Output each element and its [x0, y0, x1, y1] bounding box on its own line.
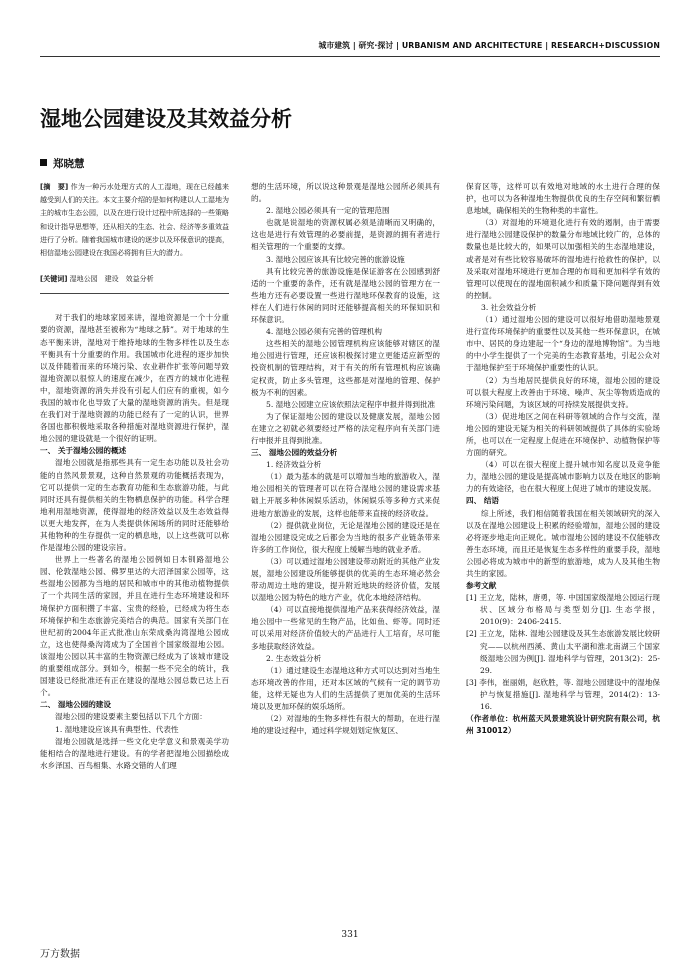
- paragraph: 也就是说湿地的资源权属必须是清晰而又明确的，这也是进行有效管理的必要前提，是资源的拥有者进行相关管理的一个重要的支撑。: [251, 218, 440, 252]
- paragraph: （1）最为基本的就是可以增加当地的旅游收入，湿地公园相关的管理者可以在符合湿地公园的建设需求基础上开展多种休闲娱乐活动，休闲娱乐等多种方式来促进地方旅游业的发展，这样也能带来直接的经济收益。: [251, 472, 440, 518]
- paragraph: 3. 社会效益分析: [481, 302, 537, 312]
- abstract-separator: [40, 293, 229, 294]
- paragraph: 湿地公园就是指那些具有一定生态功能以及社会功能的自然风景景观，这种自然景观的功能概括表现为，它可以提供一定的生态教育功能和生态旅游功能，与此同时还具有提供相关的生物栖息保护的功能。科学合理地利用湿地资源，使得湿地的经济效益以及生态效益得以更大地发挥，在为人类提供休闲场所的同时还能够给其他物种的生存提供一定的栖息地，以上这些就可以称作是湿地公园的建设宗旨。: [40, 458, 229, 553]
- section-heading: 参考文献: [466, 581, 497, 591]
- paragraph: 世界上一些著名的湿地公园例如日本钏路湿地公园、伦敦湿地公园、佛罗里达的大沼泽国家公园等，这些湿地公园都为当地的居民和城市中的其他动植物提供了一个共同生活的家园，并且在进行生态环境建设和环境保护方面积攒了丰富、宝贵的经验，已经成为将生态环境保护和生态旅游完美结合的典范。国家有关部门在世纪初的2004年正式批准山东荣成桑沟湾湿地公园成立，这也使得桑沟湾成为了全国首个国家级湿地公园。该湿地公园以其丰富的生物资源已经成为了该城市建设的重要组成部分。到如今，根据一些不完全的统计，我国建设已经批准还有正在建设的湿地公园总数已达上百个。: [40, 555, 229, 698]
- paragraph: 3. 湿地公园应该具有比较完善的旅游设施: [266, 254, 405, 264]
- paragraph: 湿地公园就是选择一些文化史学意义和景观美学功能相结合的湿地进行建设。有的学者把湿地公园描绘成水乡泽国、百鸟相集、水路交错的人们理: [40, 736, 229, 770]
- paragraph: （3）对湿地的环境退化进行有效的遏制，由于需要进行湿地公园建设保护的数量分布地域比较广的，总体的数量也是比较大的，如果可以加强相关的生态湿地建设，或者是对有些比较容易破坏的湿地进行抢救性的保护，以及采取对湿地环境进行更加合理的布局和更加科学有效的管理可以使现在的湿地面积减少和质量下降问题得到有效的控制。: [466, 218, 660, 300]
- paragraph: （2）提供就业岗位，无论是湿地公园的建设还是在湿地公园建设完成之后都会为当地的很多产业链条带来许多的工作岗位，很大程度上缓解当地的就业矛盾。: [251, 520, 440, 554]
- section-heading: 二、 湿地公园的建设: [40, 700, 111, 710]
- author-name: 郑晓慧: [53, 158, 85, 170]
- keywords: [40, 273, 229, 285]
- paragraph: 为了保证湿地公园的建设以及健康发展，湿地公园在建立之初就必须要经过严格的法定程序向有关部门进行申报并且得到批准。: [251, 411, 440, 445]
- paragraph: 湿地公园的建设要素主要包括以下几个方面：: [55, 712, 207, 722]
- paragraph: 这些相关的湿地公园管理机构应该能够对辖区的湿地公园进行管理，还应该积极探讨建立更能适应新型的投资机制的管理结构，对于有关的所有管理机构应该确定权责，防止多头管理，这些都是对湿地的管理、保护极为不利的因素。: [251, 339, 440, 397]
- paragraph: （3）促进地区之间在科研等领域的合作与交流，湿地公园的建设无疑为相关的科研领域提供了具体的实验场所，也可以在一定程度上促进在环境保护、动植物保护等方面的研究。: [466, 411, 660, 458]
- paragraph: 2. 湿地公园必须具有一定的管理范围: [266, 206, 390, 216]
- paragraph: 2. 生态效益分析: [266, 653, 322, 663]
- abstract-text: 作为一种污水处理方式的人工湿地，现在已经越来越受到人们的关注。本文主要介绍的是如何构建以人工湿地为主的城市生态公园，以及在进行设计过程中所选择的一些策略和设计指导思想等，还从相关的生态、社会、经济等多重效益进行了分析。随着我国城市建设的逐步以及环保意识的提高，相信湿地公园建设在我国必将拥有巨大的潜力。: [40, 183, 229, 258]
- running-header: 城市建筑 | 研究·探讨 | URBANISM AND ARCHITECTURE | RESEARCH+DISCUSSION: [318, 41, 660, 50]
- article-title: 湿地公园建设及其效益分析: [40, 107, 292, 131]
- paragraph-continued: 想的生活环境，所以说这种景观是湿地公园所必须具有的。: [251, 182, 440, 204]
- keywords-label: [关键词]: [40, 275, 68, 284]
- section-heading: 一、 关于湿地公园的概述: [40, 446, 127, 456]
- reference-item: [1] 王立龙，陆林，唐勇，等. 中国国家级湿地公园运行现状、区域分布格局与类型划分[J]. 生态学报，2010(9)：2406-2415.: [466, 593, 660, 627]
- section-heading: 四、 结语: [466, 496, 500, 506]
- header-rule: [40, 56, 660, 57]
- paragraph: 具有比较完善的旅游设施是保证游客在公园感到舒适的一个重要的条件，还有就是湿地公园的管理方在一些地方还有必要设置一些进行湿地环保教育的设施，这样在人们进行休闲的同时还能够提高相关的环保知识和环保意识。: [251, 266, 440, 325]
- paragraph: （3）可以通过湿地公园建设带动附近的其他产业发展，湿地公园建设所能够提供的优美的生态环境必然会带动周边土地的建设，提升附近地块的经济价值，发展以湿地公园为特色的地方产业，优化本地经济结构。: [251, 556, 440, 603]
- section-heading: 三、 湿地公园的效益分析: [251, 448, 338, 458]
- paragraph: （4）可以直接地提供湿地产品来获得经济效益，湿地公园中一些常见的生物产品，比如鱼、虾等。同时还可以采用对经济价值较大的产品进行人工培育，尽可能多地获取经济效益。: [251, 605, 440, 651]
- paragraph: （2）对湿地的生物多样性有很大的帮助，在进行湿地的建设过程中，通过科学规划划定恢复区、: [251, 714, 440, 736]
- footer-watermark: 万方数据: [40, 949, 80, 960]
- reference-item: [3] 李伟，崔丽娟，赵欣胜，等. 湿地公园建设中的湿地保护与恢复措施[J]. 湿地科学与管理，2014(2)：13-16.: [466, 677, 660, 712]
- paragraph: 1. 湿地建设应该具有典型性、代表性: [55, 724, 179, 734]
- abstract-label: [摘 要]: [40, 183, 69, 191]
- paragraph: （2）为当地居民提供良好的环境，湿地公园的建设可以很大程度上改善由于环境、噪声、灰尘等物质造成的环境污染问题，为该区域的可持续发展提供支持。: [466, 375, 660, 409]
- abstract: [40, 181, 229, 260]
- paragraph: 1. 经济效益分析: [266, 460, 322, 470]
- paragraph: （1）通过建设生态湿地这种方式可以达到对当地生态环境改善的作用，还对本区域的气候有一定的调节功能，这样无疑也为人们的生活提供了更加优美的生活环境以及更加环保的娱乐场所。: [251, 665, 440, 712]
- bullet-square-icon: [40, 159, 47, 166]
- col1-body: [40, 312, 229, 772]
- paragraph: 4. 湿地公园必须有完善的管理机构: [266, 327, 382, 337]
- column-3: [466, 181, 660, 737]
- keywords-text: 湿地公园 建设 效益分析: [69, 275, 154, 284]
- paragraph: 综上所述，我们相信随着我国在相关领域研究的深入以及在湿地公园建设上积累的经验增加，湿地公园的建设必将逐步地走向正规化。城市湿地公园的建设不仅能够改善生态环境，而且还是恢复生态多样性的重要手段，湿地公园必将成为城市中的新型的旅游地，成为人及其他生物共生的家园。: [466, 508, 660, 578]
- paragraph: （4）可以在很大程度上提升城市知名度以及竞争能力，湿地公园的建设是提高城市影响力以及在地区的影响力的有效途径，也在很大程度上促进了城市的建设发展。: [466, 460, 660, 494]
- reference-item: [2] 王立龙，陆林. 湿地公园建设及其生态旅游发展比较研究——以杭州西溪、黄山太平湖和淮北南湖三个国家级湿地公园为例[J]. 湿地科学与管理，2013(2)：25-29.: [466, 629, 660, 675]
- page-number: 331: [341, 930, 359, 940]
- paragraph: （1）通过湿地公园的建设可以很好地借助湿地景观进行宣传环境保护的重要性以及其他一些环保意识，在城市中、居民的身边建起一个“身边的湿地博物馆”。为当地的中小学生提供了一个完美的生态教育基地，引起公众对于湿地保护至于环境保护重要性的认识。: [466, 315, 660, 373]
- author-affiliation: （作者单位：杭州蓝天风景建筑设计研究院有限公司，杭州 310012）: [466, 714, 660, 736]
- column-1: [40, 181, 229, 772]
- paragraph-continued: 保育区等，这样可以有效地对地域的水土进行合理的保护，也可以为各种湿地生物提供优良的生存空间和繁衍栖息地域，确保相关的生物种类的丰富性。: [466, 182, 660, 216]
- author-line: [40, 156, 85, 171]
- column-2: [251, 181, 440, 737]
- paragraph: 对于我们的地球家园来讲，湿地资源是一个十分重要的资源，湿地甚至被称为“地球之肺”。对于地球的生态平衡来讲，湿地对于维持地球的生物多样性以及生态平衡具有十分重要的作用。我国城市化进程的逐步加快以及伴随着而来的环境污染、农业耕作扩张等问题导致湿地资源以很惊人的速度在减少，在西方的城市化进程中，湿地资源的消失并没有引起人们应有的重视，如今我国的城市化也导致了大量的湿地资源的消失。但是现在我们对于湿地资源的功能已经有了一定的认识，世界各国也都积极地采取各种措施对湿地资源进行保护，湿地公园的建设就是一个很好的证明。: [40, 313, 229, 444]
- paragraph: 5. 湿地公园建立应该依照法定程序申报并得到批准: [266, 399, 436, 409]
